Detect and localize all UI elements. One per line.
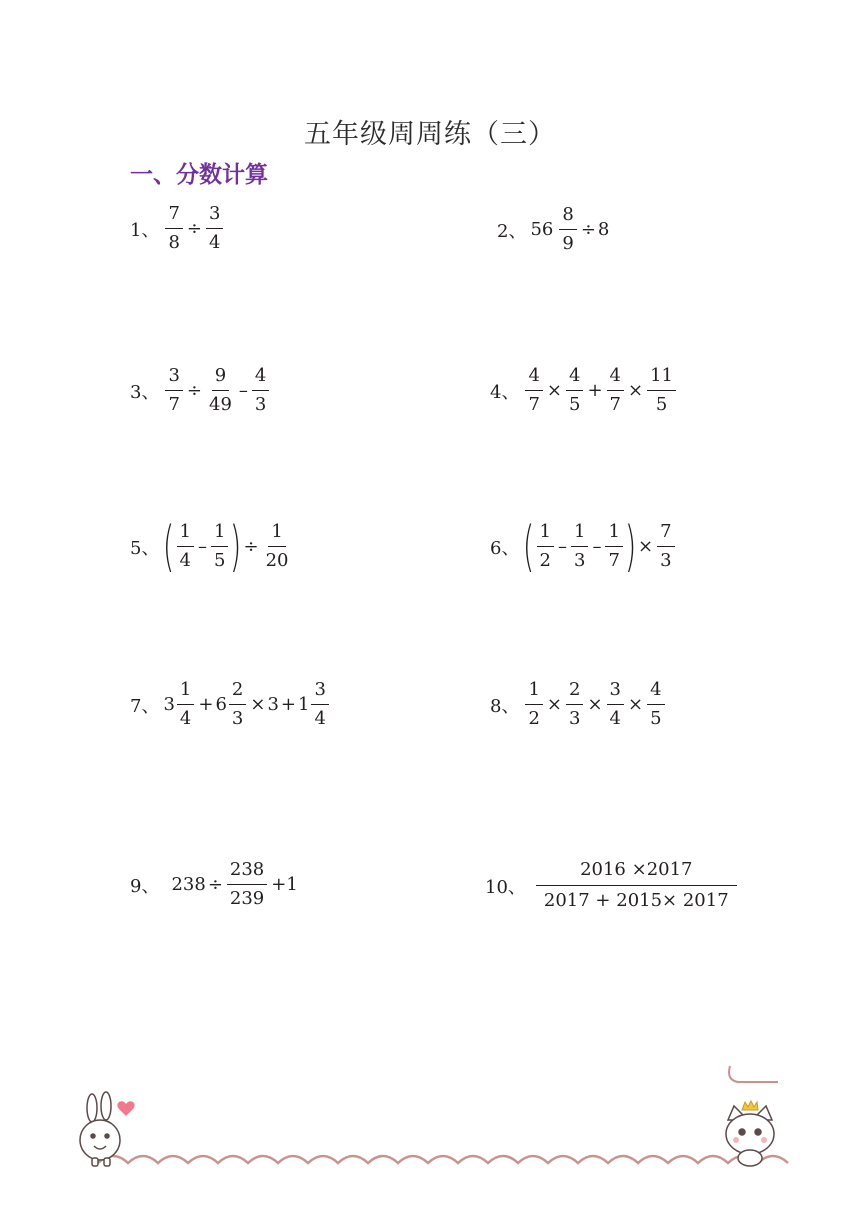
problem-number: 3、 [130, 381, 160, 403]
denominator: 7 [528, 394, 540, 415]
numerator: 2016 ×2017 [536, 855, 737, 886]
operator: – [238, 380, 248, 401]
number: 3 [267, 694, 279, 715]
fraction [177, 678, 194, 731]
fraction [607, 364, 624, 417]
numerator: 1 [605, 520, 622, 547]
left-parenthesis: ( [523, 514, 535, 578]
numerator: 1 [537, 520, 554, 547]
operator: × [628, 694, 644, 715]
numerator: 4 [607, 364, 624, 391]
denominator: 7 [168, 394, 180, 415]
fraction [605, 520, 622, 573]
fraction [525, 678, 542, 731]
operator: × [637, 536, 654, 557]
numerator: 9 [212, 364, 229, 391]
problem-7 [130, 678, 331, 731]
operator: – [197, 536, 207, 557]
denominator: 5 [655, 394, 668, 415]
denominator: 9 [562, 233, 574, 254]
denominator: 3 [569, 708, 581, 729]
denominator: 7 [609, 394, 621, 415]
numerator: 1 [525, 678, 542, 705]
problem-number: 10、 [485, 876, 526, 898]
right-parenthesis: ) [230, 514, 242, 578]
fraction [165, 364, 182, 417]
numerator: 1 [571, 520, 588, 547]
operator: – [592, 536, 602, 557]
problem-9 [130, 858, 300, 911]
denominator: 5 [213, 550, 226, 571]
left-parenthesis: ( [163, 514, 175, 578]
heart-icon [117, 1101, 134, 1116]
problem-6 [490, 514, 677, 578]
fraction [607, 678, 624, 731]
fraction [657, 520, 674, 573]
fraction [227, 858, 267, 911]
denominator: 4 [179, 708, 192, 729]
problem-1 [130, 202, 225, 255]
denominator: 4 [609, 708, 621, 729]
problem-8 [490, 678, 667, 731]
operator: + [280, 694, 296, 715]
fraction [566, 364, 583, 417]
fraction [229, 678, 246, 731]
numerator: 238 [227, 858, 267, 885]
fraction [566, 678, 583, 731]
denominator: 49 [209, 394, 232, 415]
numerator: 4 [525, 364, 542, 391]
operator: ÷ [243, 536, 259, 557]
operator: ÷ [207, 874, 223, 895]
fraction [211, 520, 228, 573]
fraction [252, 364, 269, 417]
whole-number: 56 [530, 219, 554, 240]
denominator: 5 [650, 708, 662, 729]
number: 8 [597, 219, 610, 240]
problem-number: 6、 [490, 537, 520, 559]
fraction [537, 520, 554, 573]
fraction [177, 520, 194, 573]
denominator: 2 [528, 708, 540, 729]
problem-number: 8、 [490, 695, 520, 717]
fraction [647, 364, 676, 417]
operator: +1 [271, 874, 298, 895]
crown-icon [742, 1101, 758, 1110]
denominator: 8 [168, 232, 180, 253]
fraction [540, 855, 733, 916]
denominator: 3 [231, 708, 244, 729]
denominator: 4 [209, 232, 221, 253]
denominator: 7 [608, 550, 620, 571]
problem-number: 5、 [130, 537, 160, 559]
numerator: 3 [311, 678, 328, 705]
denominator: 4 [179, 550, 191, 571]
numerator: 1 [268, 520, 285, 547]
numerator: 3 [165, 364, 182, 391]
problem-10 [485, 855, 735, 916]
numerator: 8 [559, 203, 576, 230]
fraction [571, 520, 588, 573]
numerator: 4 [566, 364, 583, 391]
number: 238 [171, 874, 206, 895]
operator: + [198, 694, 214, 715]
whole-number: 1 [298, 694, 310, 715]
problem-3 [130, 364, 271, 417]
numerator: 1 [211, 520, 228, 547]
hook-decoration [729, 1066, 778, 1082]
problem-2 [497, 203, 609, 256]
bunny-icon [80, 1092, 120, 1166]
fraction [165, 202, 182, 255]
denominator: 20 [265, 550, 289, 571]
operator: – [557, 536, 567, 557]
problem-number: 1、 [130, 219, 160, 241]
whole-number: 6 [215, 694, 227, 715]
fraction [525, 364, 542, 417]
operator: × [628, 380, 644, 401]
fraction [647, 678, 664, 731]
fraction [206, 202, 223, 255]
operator: × [250, 694, 266, 715]
numerator: 2 [229, 678, 246, 705]
denominator: 4 [314, 708, 326, 729]
denominator: 3 [660, 550, 672, 571]
problem-number: 2、 [497, 220, 527, 242]
numerator: 1 [177, 520, 194, 547]
problem-number: 7、 [130, 695, 160, 717]
numerator: 11 [647, 364, 676, 391]
problem-4 [490, 364, 678, 417]
fraction [206, 364, 235, 417]
numerator: 4 [647, 678, 664, 705]
page-title: 五年级周周练（三） [304, 119, 556, 150]
numerator: 3 [206, 202, 223, 229]
numerator: 2 [566, 678, 583, 705]
denominator: 5 [569, 394, 581, 415]
scalloped-border [98, 1156, 788, 1163]
denominator: 239 [229, 888, 265, 909]
operator: × [587, 694, 603, 715]
numerator: 4 [252, 364, 269, 391]
operator: × [546, 694, 562, 715]
operator: × [546, 380, 562, 401]
footer-decoration [78, 1060, 798, 1180]
operator: ÷ [580, 219, 596, 240]
fraction [559, 203, 576, 256]
operator: ÷ [186, 380, 202, 401]
right-parenthesis: ) [624, 514, 637, 578]
section-heading: 一、分数计算 [130, 162, 268, 188]
problem-number: 9、 [130, 875, 160, 897]
denominator: 3 [254, 394, 267, 415]
numerator: 1 [177, 678, 194, 705]
fraction [311, 678, 328, 731]
denominator: 2017 + 2015× 2017 [543, 890, 729, 911]
numerator: 3 [607, 678, 624, 705]
operator: + [587, 380, 603, 401]
denominator: 2 [539, 550, 551, 571]
fraction [263, 520, 292, 573]
problem-5 [130, 514, 294, 578]
numerator: 7 [165, 202, 182, 229]
problem-number: 4、 [490, 381, 520, 403]
numerator: 7 [657, 520, 674, 547]
denominator: 3 [573, 550, 586, 571]
whole-number: 3 [163, 694, 175, 715]
operator: ÷ [186, 218, 202, 239]
